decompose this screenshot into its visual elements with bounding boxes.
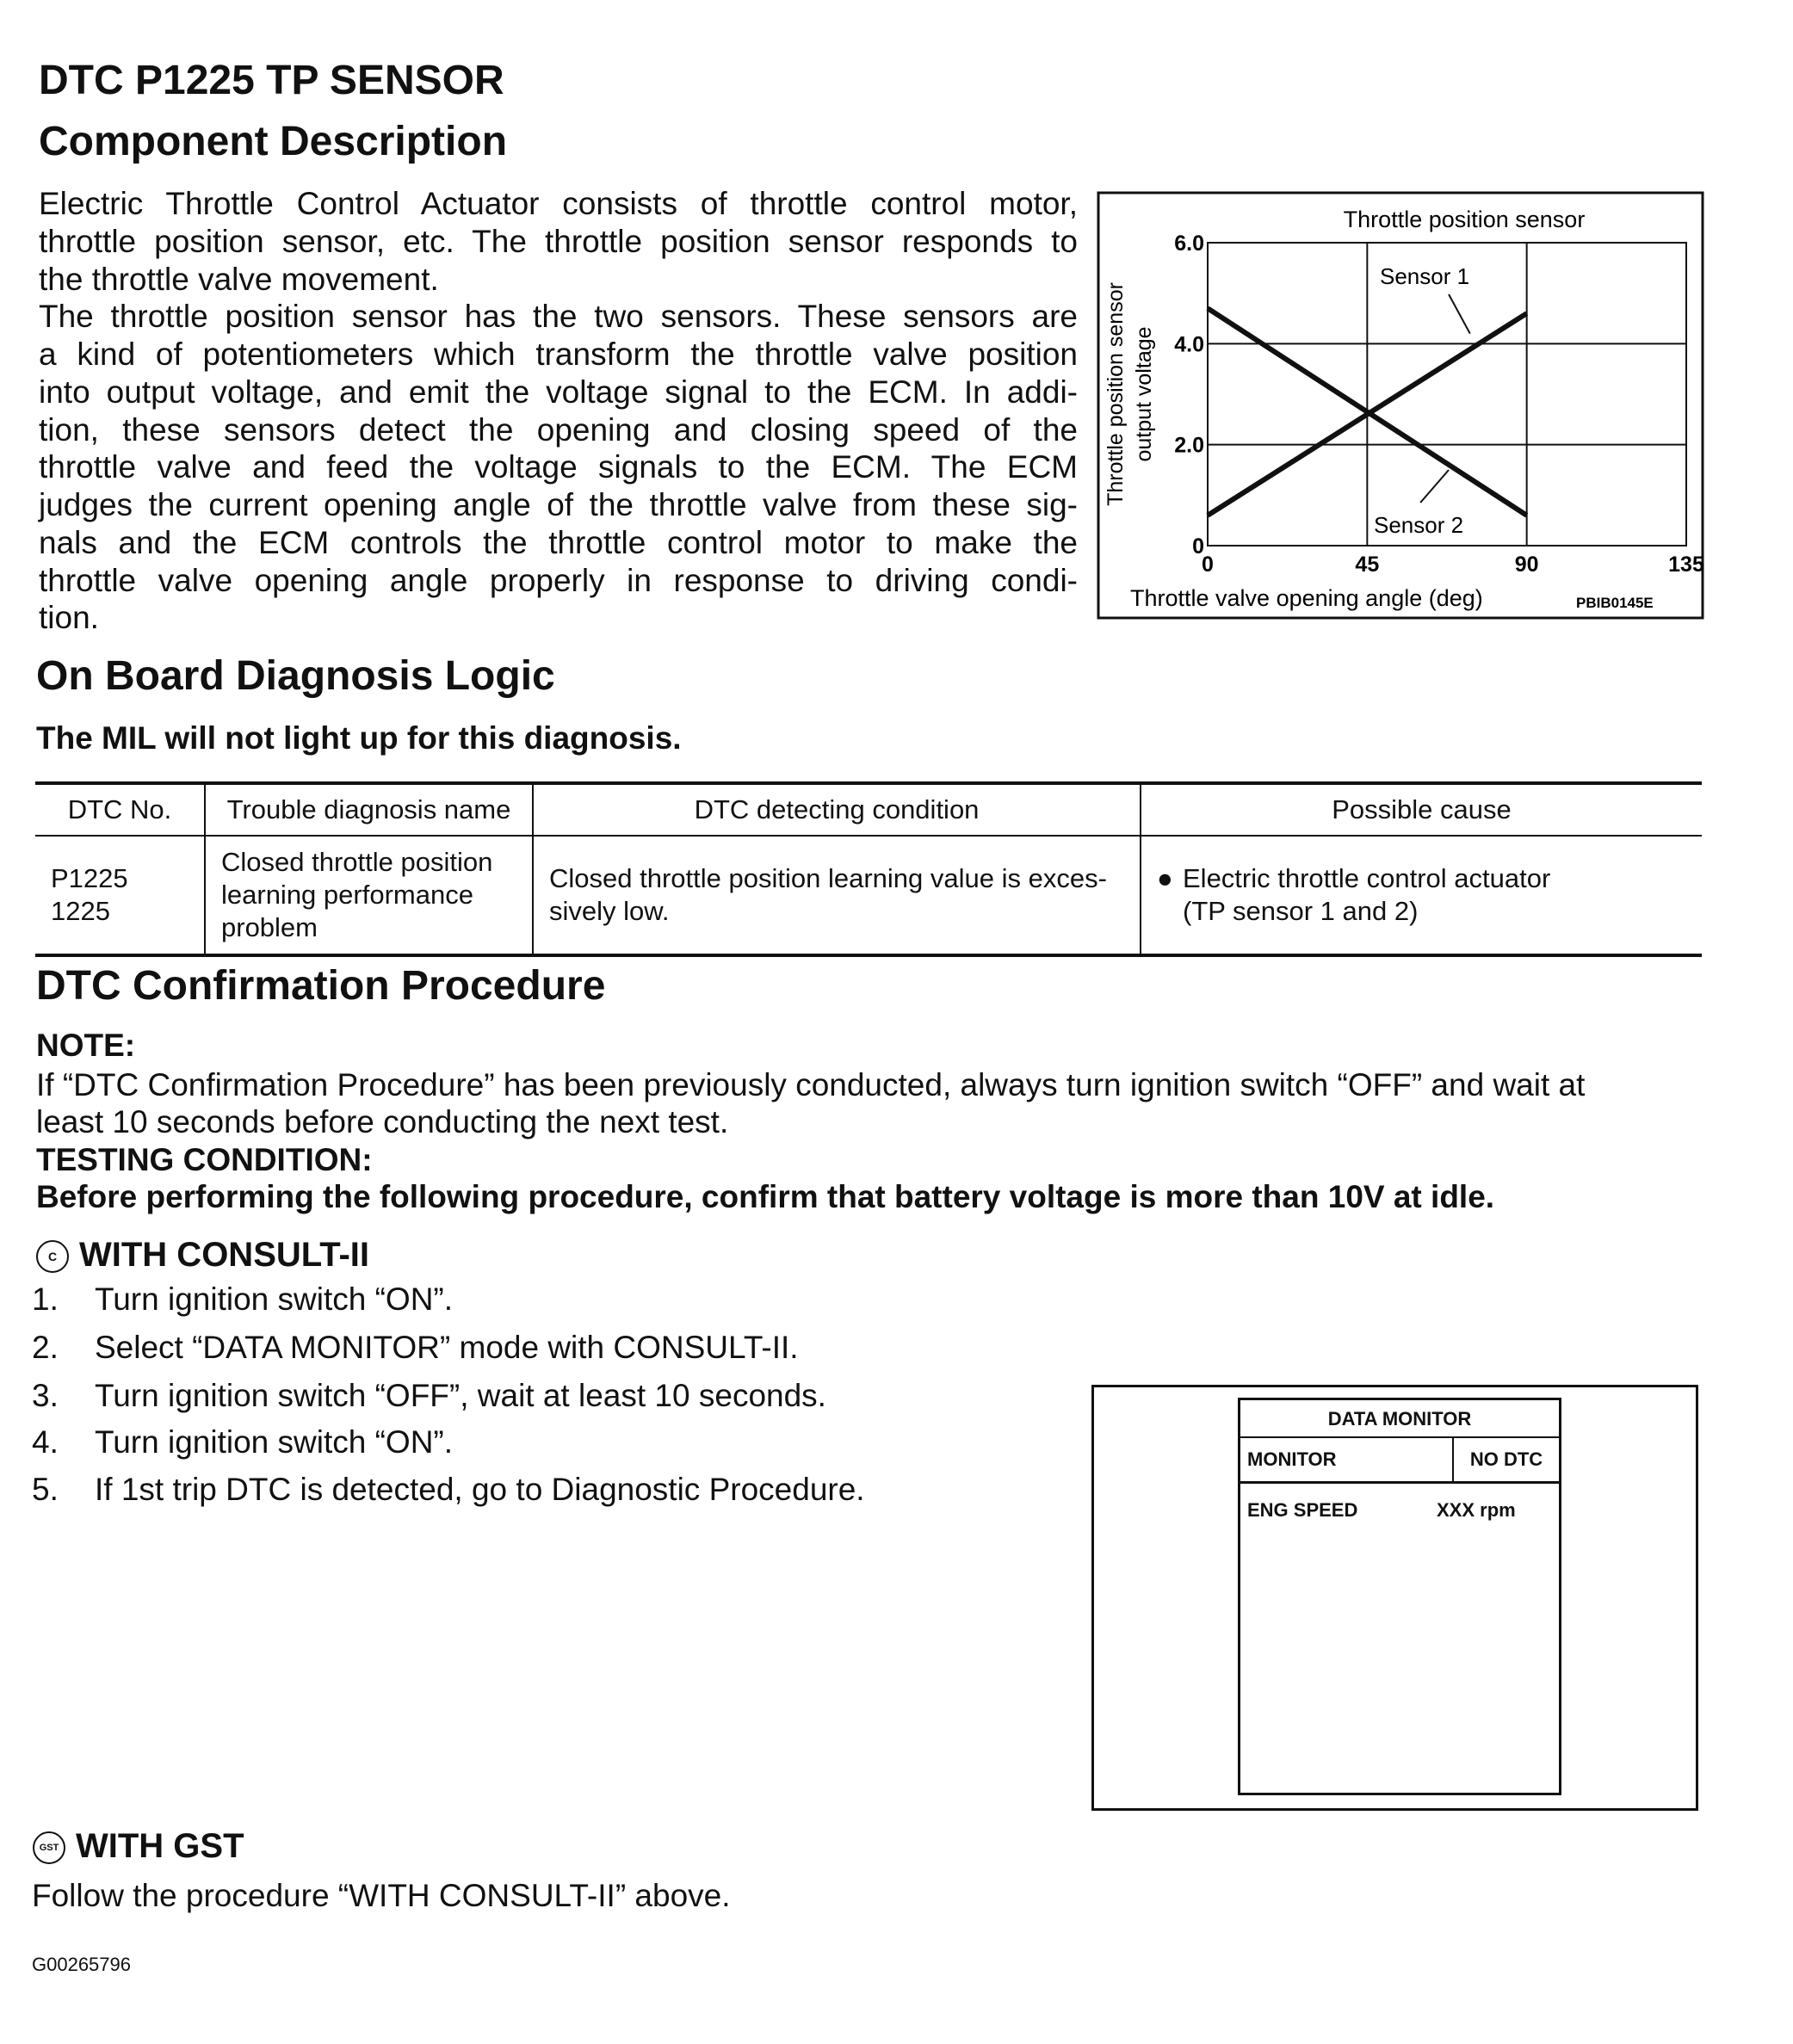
- cell-line: (TP sensor 1 and 2): [1183, 896, 1419, 926]
- text-line: The throttle position sensor has the two sensors. These sensors are: [39, 299, 1078, 334]
- note-line: If “DTC Confirmation Procedure” has been previously conducted, always turn ignition switch “OFF” and wait at: [36, 1067, 1586, 1102]
- throttle-position-chart: [1097, 191, 1704, 620]
- step-text: If 1st trip DTC is detected, go to Diagnostic Procedure.: [95, 1472, 865, 1507]
- series-label-sensor-2: Sensor 2: [1374, 512, 1464, 538]
- component-description-heading: Component Description: [39, 119, 508, 164]
- column-header: Possible cause: [1141, 783, 1702, 836]
- y-tick-label: 4.0: [1174, 332, 1204, 357]
- text-line: Electric Throttle Control Actuator consists of throttle control motor,: [39, 186, 1078, 221]
- cell-line: Electric throttle control actuator: [1183, 863, 1551, 893]
- list-item: [32, 1472, 865, 1508]
- list-item: [32, 1378, 826, 1414]
- dtc-code: P1225: [51, 863, 128, 893]
- column-header: DTC detecting condition: [533, 783, 1141, 836]
- chart-title: Throttle position sensor: [1343, 207, 1586, 232]
- x-tick-label: 135: [1668, 553, 1704, 577]
- confirmation-heading: DTC Confirmation Procedure: [36, 963, 606, 1009]
- step-number: 1.: [32, 1281, 59, 1317]
- monitor-item-row: [1240, 1484, 1559, 1522]
- dtc-number-cell: [35, 836, 205, 955]
- table-header-row: [35, 783, 1702, 836]
- dtc-status: NO DTC: [1469, 1448, 1543, 1470]
- testing-condition-text: Before performing the following procedure, confirm that battery voltage is more than 10V at idle.: [36, 1179, 1495, 1214]
- obd-logic-heading: On Board Diagnosis Logic: [36, 653, 555, 699]
- detecting-condition-cell: [533, 836, 1141, 955]
- page-title: DTC P1225 TP SENSOR: [39, 58, 504, 103]
- cell-line: sively low.: [549, 896, 670, 926]
- monitor-label: MONITOR: [1240, 1438, 1454, 1481]
- cell-line: Closed throttle position learning value is exces-: [549, 863, 1107, 893]
- step-text: Turn ignition switch “OFF”, wait at least 10 seconds.: [95, 1378, 826, 1413]
- dtc-code-alt: 1225: [51, 896, 110, 926]
- gst-heading: [33, 1827, 244, 1866]
- x-axis-label: Throttle valve opening angle (deg): [1130, 585, 1483, 611]
- step-text: Turn ignition switch “ON”.: [95, 1424, 454, 1460]
- gst-text: Follow the procedure “WITH CONSULT-II” above.: [32, 1878, 731, 1913]
- text-line: tion.: [39, 600, 99, 635]
- data-monitor-screen: [1238, 1398, 1561, 1795]
- step-number: 5.: [32, 1472, 59, 1507]
- text-line: a kind of potentiometers which transform the throttle valve position: [39, 337, 1078, 372]
- text-line: throttle valve opening angle properly in response to driving condi-: [39, 563, 1078, 598]
- gst-icon: GST: [33, 1831, 65, 1864]
- consult-icon: C: [36, 1240, 69, 1273]
- note-line: least 10 seconds before conducting the next test.: [36, 1104, 729, 1139]
- chart-frame: [1098, 193, 1703, 618]
- step-number: 4.: [32, 1424, 59, 1460]
- y-tick-label: 6.0: [1174, 232, 1204, 256]
- text-line: judges the current opening angle of the throttle valve from these sig-: [39, 487, 1078, 522]
- gst-heading-text: WITH GST: [76, 1827, 244, 1865]
- y-tick-label: 0: [1192, 534, 1204, 559]
- monitor-status-row: [1240, 1438, 1559, 1484]
- data-monitor-figure: [1091, 1385, 1698, 1811]
- list-item: [32, 1424, 453, 1460]
- table-row: [35, 836, 1702, 955]
- monitor-item-value: XXX rpm: [1437, 1499, 1516, 1521]
- text-line: the throttle valve movement.: [39, 262, 439, 297]
- monitor-item-label: ENG SPEED: [1247, 1499, 1358, 1521]
- y-tick-label: 2.0: [1174, 433, 1204, 458]
- step-text: Select “DATA MONITOR” mode with CONSULT-II.: [95, 1330, 799, 1365]
- series-label-sensor-1: Sensor 1: [1380, 263, 1470, 289]
- text-line: throttle position sensor, etc. The throttle position sensor responds to: [39, 224, 1078, 259]
- column-header: DTC No.: [35, 783, 205, 836]
- list-item: [32, 1330, 799, 1366]
- consult-heading: [36, 1236, 369, 1275]
- y-axis-label-line-1: Throttle position sensor: [1104, 282, 1128, 506]
- figure-code: PBIB0145E: [1576, 595, 1654, 611]
- text-line: throttle valve and feed the voltage signals to the ECM. The ECM: [39, 449, 1078, 485]
- text-line: tion, these sensors detect the opening and closing speed of the: [39, 412, 1078, 448]
- cell-line: learning performance: [221, 880, 473, 910]
- y-axis-label-line-2: output voltage: [1132, 326, 1156, 462]
- step-number: 2.: [32, 1330, 59, 1365]
- mil-note: The MIL will not light up for this diagnosis.: [36, 720, 682, 756]
- x-tick-label: 45: [1355, 553, 1380, 577]
- document-code: G00265796: [32, 1954, 131, 1975]
- step-number: 3.: [32, 1378, 59, 1413]
- note-label: NOTE:: [36, 1028, 136, 1063]
- step-text: Turn ignition switch “ON”.: [95, 1281, 454, 1317]
- consult-heading-text: WITH CONSULT-II: [79, 1236, 369, 1274]
- text-line: into output voltage, and emit the voltage signal to the ECM. In addi-: [39, 374, 1078, 410]
- cell-line: Closed throttle position: [221, 847, 493, 877]
- diagnosis-name-cell: [205, 836, 533, 955]
- possible-cause-cell: [1141, 836, 1702, 955]
- x-tick-label: 0: [1202, 553, 1214, 577]
- testing-condition-label: TESTING CONDITION:: [36, 1142, 373, 1177]
- cell-line: problem: [221, 912, 318, 942]
- data-monitor-title: DATA MONITOR: [1240, 1400, 1559, 1438]
- x-tick-label: 90: [1514, 553, 1539, 577]
- list-item: [32, 1281, 453, 1318]
- bullet-icon: ●: [1157, 863, 1173, 893]
- column-header: Trouble diagnosis name: [205, 783, 533, 836]
- text-line: nals and the ECM controls the throttle control motor to make the: [39, 525, 1078, 560]
- dtc-table: [35, 781, 1702, 957]
